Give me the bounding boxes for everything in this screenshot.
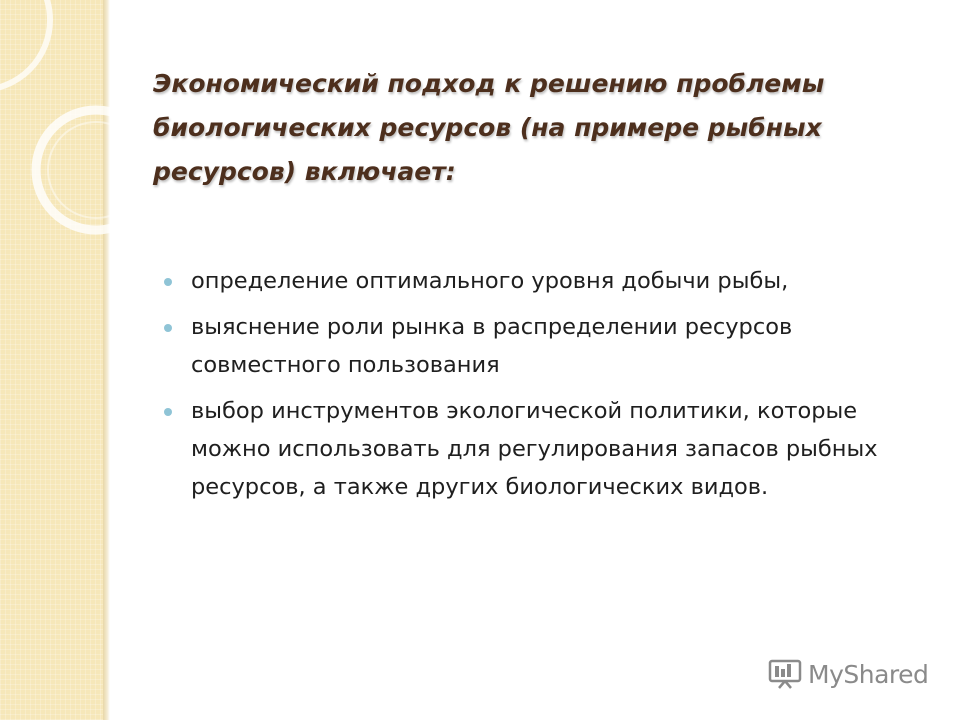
bullet-text: определение оптимального уровня добычи рыбы, [191,268,789,294]
bullet-text: выбор инструментов экологической политики, которые можно использовать для регулирования запасов рыбных ресурсов, а также других биологических видов. [191,398,878,500]
bullet-item [160,392,920,506]
bullet-item [160,262,920,300]
decorative-circles-icon [0,0,110,260]
presentation-board-icon [768,659,802,689]
watermark [768,653,928,695]
bullet-list [160,262,920,514]
bullet-marker-icon [164,408,172,416]
slide-title: Экономический подход к решению проблемы биологических ресурсов (на примере рыбных ресурсов) включает: [153,69,825,186]
watermark-text: MyShared [808,659,929,689]
bullet-item [160,308,920,384]
bullet-marker-icon [164,324,172,332]
bullet-text: выяснение роли рынка в распределении ресурсов совместного пользования [191,314,793,378]
bullet-marker-icon [164,278,172,286]
